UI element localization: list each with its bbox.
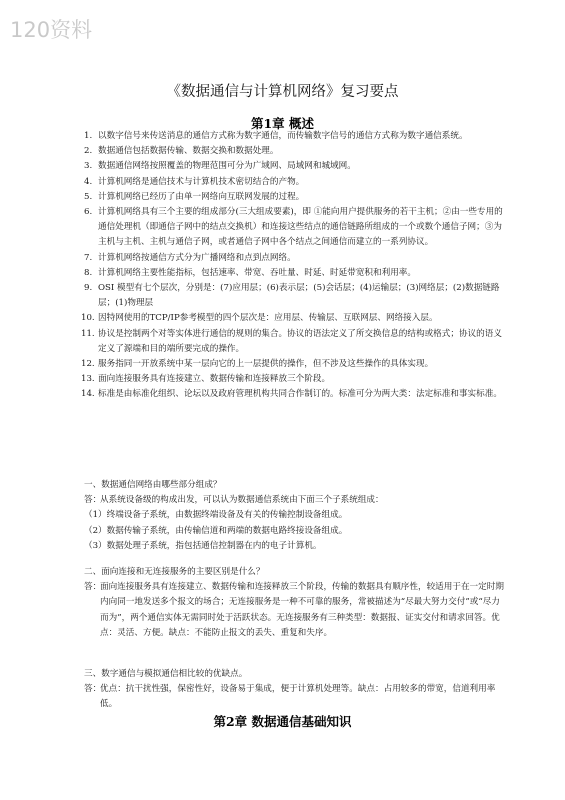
answer-subitem: （3）数据处理子系统，指包括通信控制器在内的电子计算机。 [84,540,322,551]
list-item: 11. 协议是控制两个对等实体进行通信的规则的集合。协议的语法定义了所交换信息的结构或格式；协议的语义定义了源端和目的端所要完成的操作。 [81,328,502,354]
key-points-list [81,129,504,403]
list-item: 2. 数据通信包括数据传输、数据交换和数据处理。 [84,146,279,157]
list-item: 14. 标准是由标准化组织、论坛以及政府管理机构共同合作制订的。标准可分为两大类：法定标准和事实标准。 [81,389,502,400]
question-2-block [84,565,504,641]
question-3-block [84,667,504,713]
list-item: 10. 因特网使用的TCP/IP参考模型的四个层次是：应用层、传输层、互联网层、网络接入层。 [81,313,438,324]
list-item: 13. 面向连接服务具有连接建立、数据传输和连接释放三个阶段。 [81,374,331,385]
answer-text: 答： 从系统设备级的构成出发，可以认为数据通信系统由下面三个子系统组成： [84,495,384,506]
list-item: 9. OSI 模型有七个层次，分别是：(7)应用层；(6)表示层；(5)会话层；(4)运输层；(3)网络层；(2)数据链路层；(1)物理层 [84,283,500,309]
list-item: 6. 计算机网络具有三个主要的组成部分(三大组成要素)，即 ①能向用户提供服务的若干主机；②由一些专用的通信处理机（即通信子网中的结点交换机）和连接这些结点的通信链路所组成的一个或数个通信子网；③为主机与主机、主机与通信子网，或者通信子网中各个结点之间通信而建立的一系列协议。 [84,207,503,248]
answer-subitem: （2）数据传输子系统，由传输信道和两端的数据电路终接设备组成。 [84,525,348,536]
list-item: 8. 计算机网络主要性能指标，包括速率、带宽、吞吐量、时延、时延带宽积和利用率。 [84,267,416,278]
list-item: 7. 计算机网络按通信方式分为广播网络和点到点网络。 [84,252,296,263]
question-text: 一、数据通信网络由哪些部分组成？ [84,480,222,490]
answer-text: 答： 优点：抗干扰性强，保密性好，设备易于集成，便于计算机处理等。缺点：占用较多的带宽，信道利用率低。 [84,684,496,710]
list-item: 5. 计算机网络已经历了由单一网络向互联网发展的过程。 [84,191,305,202]
question-text: 三、数字通信与模拟通信相比较的优缺点。 [84,669,248,679]
answer-text: 答： 面向连接服务具有连接建立、数据传输和连接释放三个阶段，传输的数据具有顺序性，较适用于在一定时期内向同一地发送多个报文的场合；无连接服务是一种不可靠的服务，常被描述为“尽最大努力交付”或“尽力而为”，两个通信实体无需同时处于活跃状态。无连接服务有三种类型：数据报、证实交付和请求回答。优点：灵活、方便。缺点：不能防止报文的丢失、重复和失序。 [84,582,504,638]
watermark: 120资料 [10,18,93,42]
list-item: 3. 数据通信网络按照覆盖的物理范围可分为广域网、局域网和城域网。 [84,161,356,172]
question-1-block [84,478,504,554]
answer-subitem: （1）终端设备子系统，由数据终端设备及有关的传输控制设备组成。 [84,510,348,521]
question-text: 二、面向连接和无连接服务的主要区别是什么？ [84,567,265,577]
document-title: 《数据通信与计算机网络》复习要点 [166,84,399,100]
chapter-2-heading: 第2章 数据通信基础知识 [213,714,352,729]
list-item: 4. 计算机网络是通信技术与计算机技术密切结合的产物。 [84,176,305,187]
list-item: 12. 服务指同一开放系统中某一层向它的上一层提供的操作，但不涉及这些操作的具体实现。 [81,359,434,370]
chapter-1-heading: 第1章 概述 [250,116,315,131]
list-item: 1. 以数字信号来传送消息的通信方式称为数字通信，而传输数字信号的通信方式称为数字通信系统。 [84,131,468,141]
